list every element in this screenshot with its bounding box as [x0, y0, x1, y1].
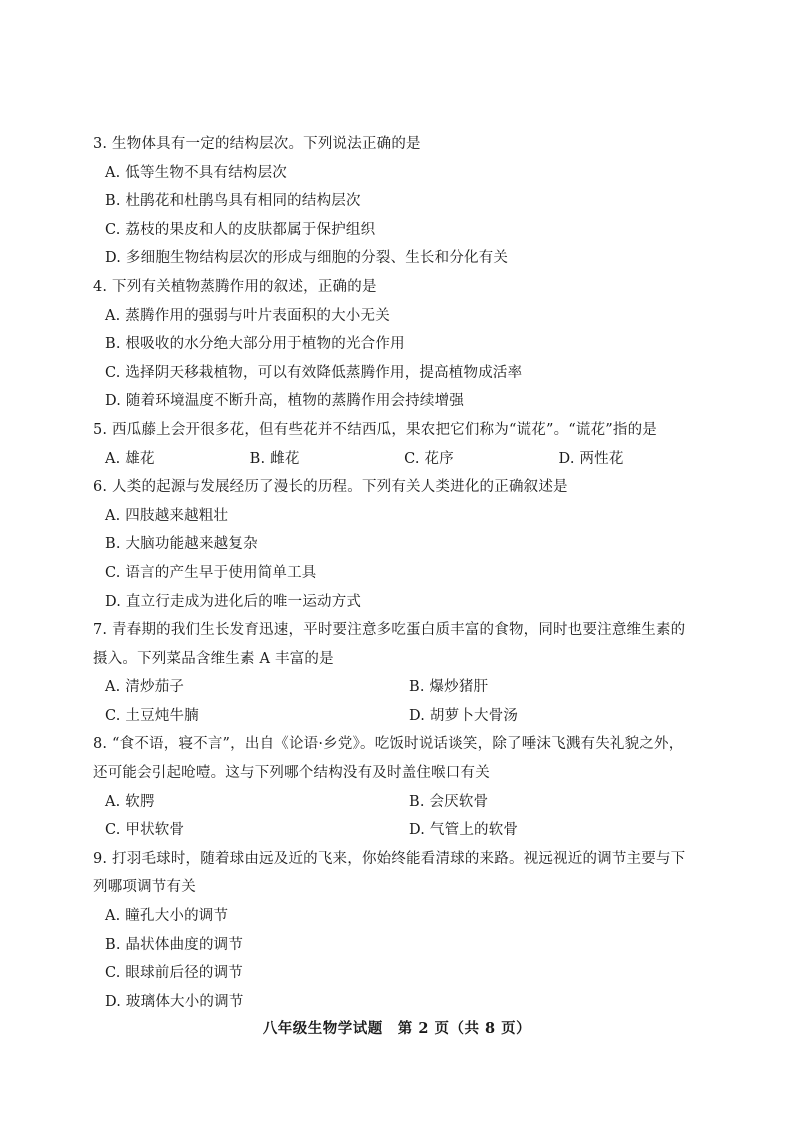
option-c: C. 荔枝的果皮和人的皮肤都属于保护组织 [105, 221, 376, 238]
question-8 [93, 730, 713, 844]
option-b: B. 会厌软骨 [409, 793, 489, 810]
questions-area [93, 130, 713, 1016]
question-stem-line-1: 9. 打羽毛球时，随着球由远及近的飞来，你始终能看清球的来路。视远视近的调节主要与下 [93, 850, 686, 867]
question-stem: 4. 下列有关植物蒸腾作用的叙述，正确的是 [93, 278, 377, 295]
option-a: A. 四肢越来越粗壮 [105, 507, 229, 524]
question-stem: 5. 西瓜藤上会开很多花，但有些花并不结西瓜，果农把它们称为“谎花”。“谎花”指的是 [93, 421, 657, 438]
option-d: D. 玻璃体大小的调节 [105, 993, 244, 1010]
option-a: A. 瞳孔大小的调节 [105, 908, 229, 925]
options-row [93, 445, 713, 474]
question-6 [93, 473, 713, 616]
option-c: C. 选择阴天移栽植物，可以有效降低蒸腾作用，提高植物成活率 [105, 364, 523, 381]
option-b: B. 杜鹃花和杜鹃鸟具有相同的结构层次 [105, 193, 361, 210]
question-4 [93, 273, 713, 416]
option-d: D. 多细胞生物结构层次的形成与细胞的分裂、生长和分化有关 [105, 250, 509, 267]
question-5 [93, 416, 713, 473]
option-b: B. 晶状体曲度的调节 [105, 936, 244, 953]
option-b: B. 雌花 [249, 450, 300, 467]
question-stem-line-1: 8. “食不语，寝不言”，出自《论语·乡党》。吃饭时说话谈笑，除了唾沫飞溅有失礼貌之外， [93, 736, 684, 753]
option-c: C. 眼球前后径的调节 [105, 965, 243, 982]
option-d: D. 气管上的软骨 [409, 822, 519, 839]
option-a: A. 低等生物不具有结构层次 [105, 164, 287, 181]
option-d: D. 随着环境温度不断升高，植物的蒸腾作用会持续增强 [105, 393, 465, 410]
option-b: B. 根吸收的水分绝大部分用于植物的光合作用 [105, 336, 405, 353]
options-row [93, 788, 713, 817]
question-stem-line-1: 7. 青春期的我们生长发育迅速，平时要注意多吃蛋白质丰富的食物，同时也要注意维生素的 [93, 622, 686, 639]
option-a: A. 蒸腾作用的强弱与叶片表面积的大小无关 [105, 307, 390, 324]
option-c: C. 土豆炖牛腩 [105, 707, 199, 724]
question-stem-line-2: 列哪项调节有关 [93, 879, 196, 896]
option-c: C. 花序 [404, 450, 454, 467]
option-d: D. 直立行走成为进化后的唯一运动方式 [105, 593, 362, 610]
option-b: B. 爆炒猪肝 [409, 679, 489, 696]
question-3 [93, 130, 713, 273]
options-row [93, 702, 713, 731]
option-c: C. 语言的产生早于使用简单工具 [105, 564, 317, 581]
question-9 [93, 845, 713, 1017]
option-a: A. 清炒茄子 [105, 679, 185, 696]
option-a: A. 软腭 [105, 793, 155, 810]
question-stem: 3. 生物体具有一定的结构层次。下列说法正确的是 [93, 136, 421, 152]
question-stem-line-2: 摄入。下列菜品含维生素 A 丰富的是 [93, 650, 334, 667]
page-footer: 八年级生物学试题 第 2 页（共 8 页） [262, 1020, 532, 1037]
option-d: D. 两性花 [558, 450, 624, 467]
question-stem-line-2: 还可能会引起呛噎。这与下列哪个结构没有及时盖住喉口有关 [93, 765, 490, 782]
options-row [93, 816, 713, 845]
option-b: B. 大脑功能越来越复杂 [105, 536, 258, 553]
question-7 [93, 616, 713, 730]
option-d: D. 胡萝卜大骨汤 [409, 707, 519, 724]
option-a: A. 雄花 [105, 450, 155, 467]
question-stem: 6. 人类的起源与发展经历了漫长的历程。下列有关人类进化的正确叙述是 [93, 479, 568, 496]
option-c: C. 甲状软骨 [105, 822, 185, 839]
options-row [93, 673, 713, 702]
